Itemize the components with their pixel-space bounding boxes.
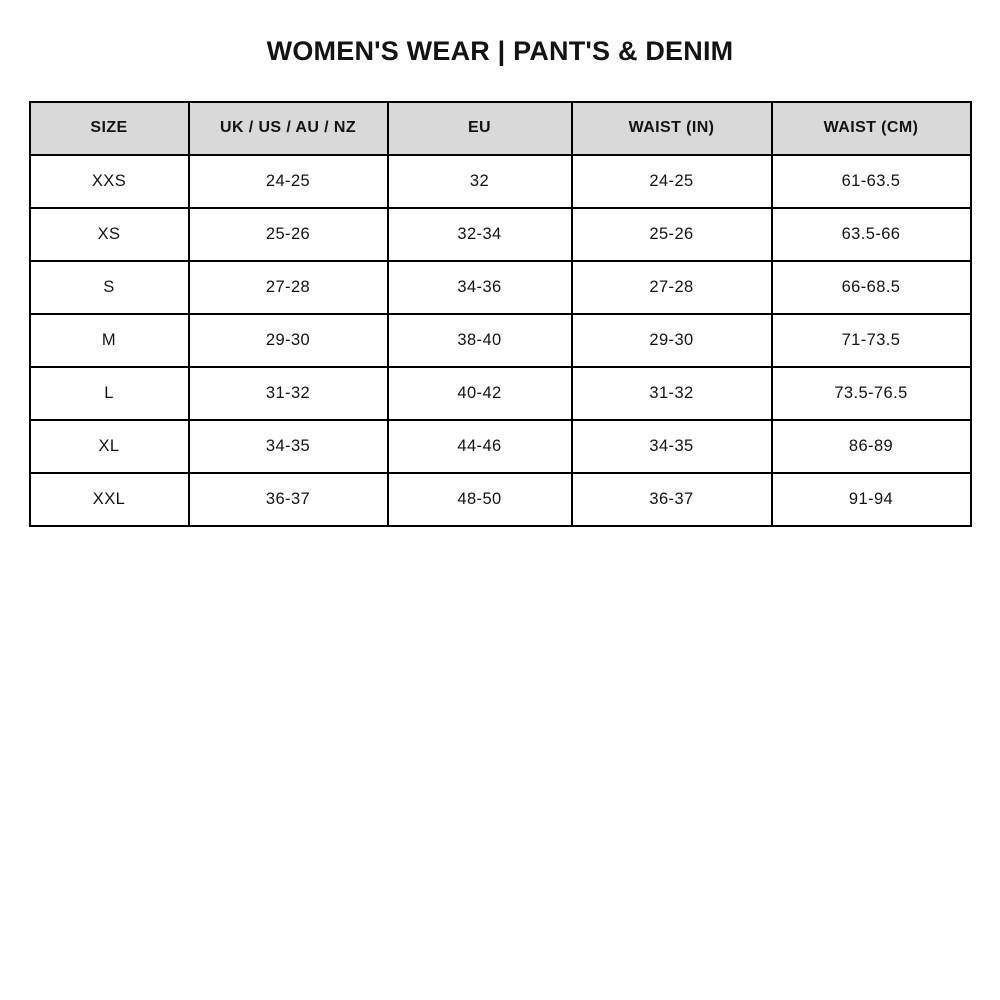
table-cell: 32-34 bbox=[388, 208, 572, 261]
table-row bbox=[30, 208, 971, 261]
table-cell: 44-46 bbox=[388, 420, 572, 473]
table-cell: 36-37 bbox=[572, 473, 772, 526]
page-title: WOMEN'S WEAR | PANT'S & DENIM bbox=[266, 36, 734, 66]
table-cell: 34-35 bbox=[189, 420, 388, 473]
table-cell: 34-35 bbox=[572, 420, 772, 473]
table-cell: 48-50 bbox=[388, 473, 572, 526]
table-cell: 25-26 bbox=[572, 208, 772, 261]
table-cell: 91-94 bbox=[772, 473, 971, 526]
header-cell: UK / US / AU / NZ bbox=[189, 102, 388, 155]
table-cell: 71-73.5 bbox=[772, 314, 971, 367]
size-label-cell: M bbox=[30, 314, 189, 367]
table-cell: 86-89 bbox=[772, 420, 971, 473]
size-label-cell: S bbox=[30, 261, 189, 314]
table-cell: 73.5-76.5 bbox=[772, 367, 971, 420]
table-head bbox=[30, 102, 971, 155]
table-cell: 29-30 bbox=[189, 314, 388, 367]
table-row bbox=[30, 155, 971, 208]
table-cell: 66-68.5 bbox=[772, 261, 971, 314]
header-cell: WAIST (IN) bbox=[572, 102, 772, 155]
table-cell: 34-36 bbox=[388, 261, 572, 314]
table-body bbox=[30, 155, 971, 526]
table-cell: 61-63.5 bbox=[772, 155, 971, 208]
size-label-cell: XXS bbox=[30, 155, 189, 208]
table-cell: 40-42 bbox=[388, 367, 572, 420]
size-label-cell: L bbox=[30, 367, 189, 420]
table-row bbox=[30, 420, 971, 473]
table-cell: 31-32 bbox=[189, 367, 388, 420]
size-chart-table bbox=[29, 101, 972, 527]
header-cell: WAIST (CM) bbox=[772, 102, 971, 155]
table-cell: 24-25 bbox=[189, 155, 388, 208]
header-cell: EU bbox=[388, 102, 572, 155]
size-label-cell: XS bbox=[30, 208, 189, 261]
table-cell: 36-37 bbox=[189, 473, 388, 526]
table-cell: 25-26 bbox=[189, 208, 388, 261]
table-cell: 38-40 bbox=[388, 314, 572, 367]
header-cell: SIZE bbox=[30, 102, 189, 155]
table-cell: 27-28 bbox=[572, 261, 772, 314]
table-cell: 63.5-66 bbox=[772, 208, 971, 261]
table-row bbox=[30, 473, 971, 526]
table-cell: 29-30 bbox=[572, 314, 772, 367]
table-row bbox=[30, 314, 971, 367]
table-cell: 31-32 bbox=[572, 367, 772, 420]
table-row bbox=[30, 367, 971, 420]
size-label-cell: XL bbox=[30, 420, 189, 473]
table-cell: 32 bbox=[388, 155, 572, 208]
table-header-row bbox=[30, 102, 971, 155]
table-cell: 27-28 bbox=[189, 261, 388, 314]
table-row bbox=[30, 261, 971, 314]
table-cell: 24-25 bbox=[572, 155, 772, 208]
size-label-cell: XXL bbox=[30, 473, 189, 526]
